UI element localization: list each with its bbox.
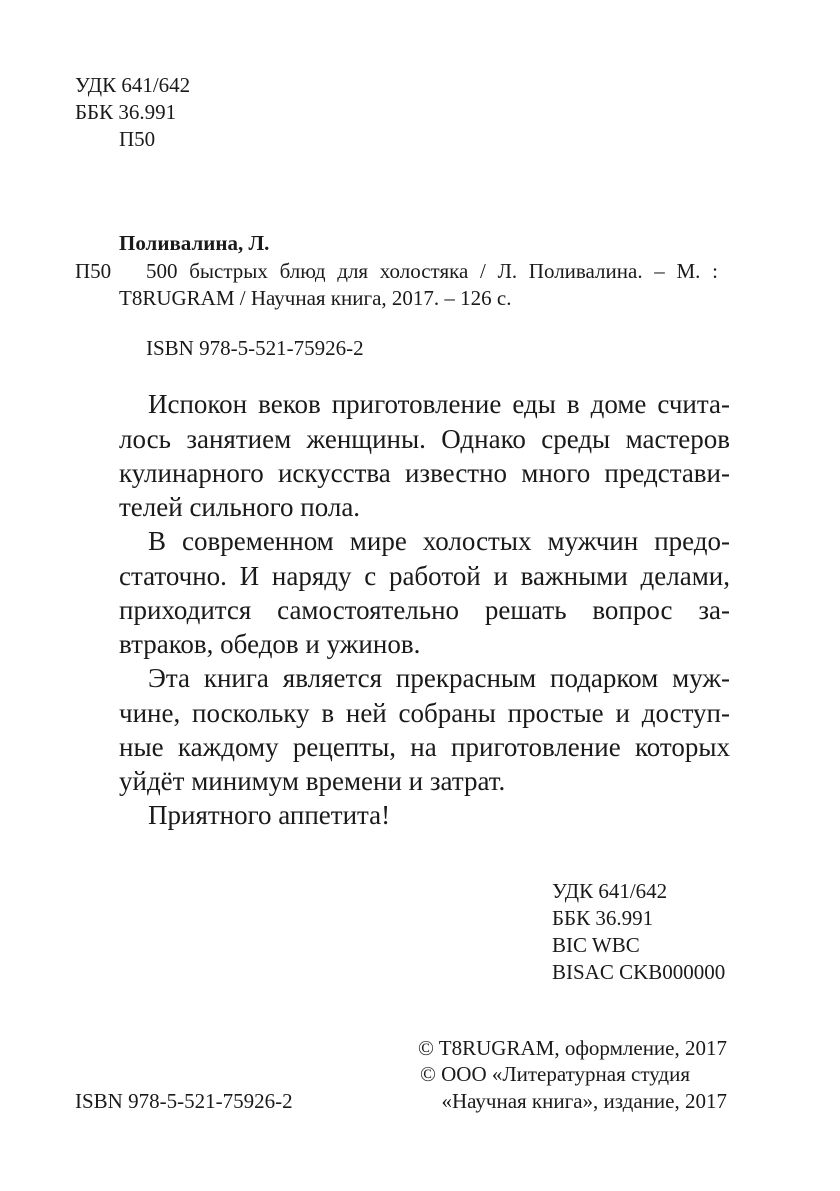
annotation-p1-line-4: телей сильного пола. [119, 492, 361, 522]
top-udk: УДК 641/642 [75, 73, 191, 97]
bottom-udk: УДК 641/642 [552, 879, 668, 903]
annotation-p1-line-2: лось занятием женщины. Однако среды мастеров [119, 424, 730, 454]
copyright-line-2: © ООО «Литературная студия [419, 1062, 690, 1086]
annotation-p4-line-1: Приятного аппетита! [148, 800, 391, 830]
annotation-p2-line-3: приходится самостоятельно решать вопрос за- [119, 595, 730, 625]
record-mark: П50 [75, 259, 112, 283]
annotation-p2-line-4: втраков, обедов и ужинов. [119, 629, 421, 659]
top-bbk: ББК 36.991 [75, 100, 177, 124]
annotation-p2-line-2: статочно. И наряду с работой и важными делами, [119, 561, 730, 591]
copyright-line-3: «Научная книга», издание, 2017 [441, 1089, 727, 1113]
annotation-p3-line-4: уйдёт минимум времени и затрат. [119, 766, 506, 796]
annotation-p3-line-3: ные каждому рецепты, на приготовление которых [119, 732, 730, 762]
copyright-line-1: © T8RUGRAM, оформление, 2017 [417, 1036, 727, 1060]
record-title-line-2: T8RUGRAM / Научная книга, 2017. – 126 с. [119, 286, 512, 310]
annotation-p1-line-1: Испокон веков приготовление еды в доме счита- [148, 389, 730, 419]
author-name: Поливалина, Л. [119, 231, 270, 255]
bottom-isbn: ISBN 978-5-521-75926-2 [75, 1089, 293, 1113]
record-isbn: ISBN 978-5-521-75926-2 [146, 336, 364, 360]
bottom-bbk: ББК 36.991 [552, 906, 654, 930]
annotation-p2-line-1: В современном мире холостых мужчин предо- [148, 526, 730, 556]
record-title-line-1: 500 быстрых блюд для холостяка / Л. Поливалина. – М. : [146, 259, 718, 283]
annotation-p3-line-1: Эта книга является прекрасным подарком муж- [148, 663, 730, 693]
top-author-mark: П50 [119, 127, 156, 151]
bottom-bisac: BISAC CKB000000 [552, 960, 726, 984]
bottom-bic: BIC WBC [552, 933, 640, 957]
annotation-p1-line-3: кулинарного искусства известно много представи- [119, 458, 730, 488]
annotation-p3-line-2: чине, поскольку в ней собраны простые и доступ- [119, 698, 730, 728]
